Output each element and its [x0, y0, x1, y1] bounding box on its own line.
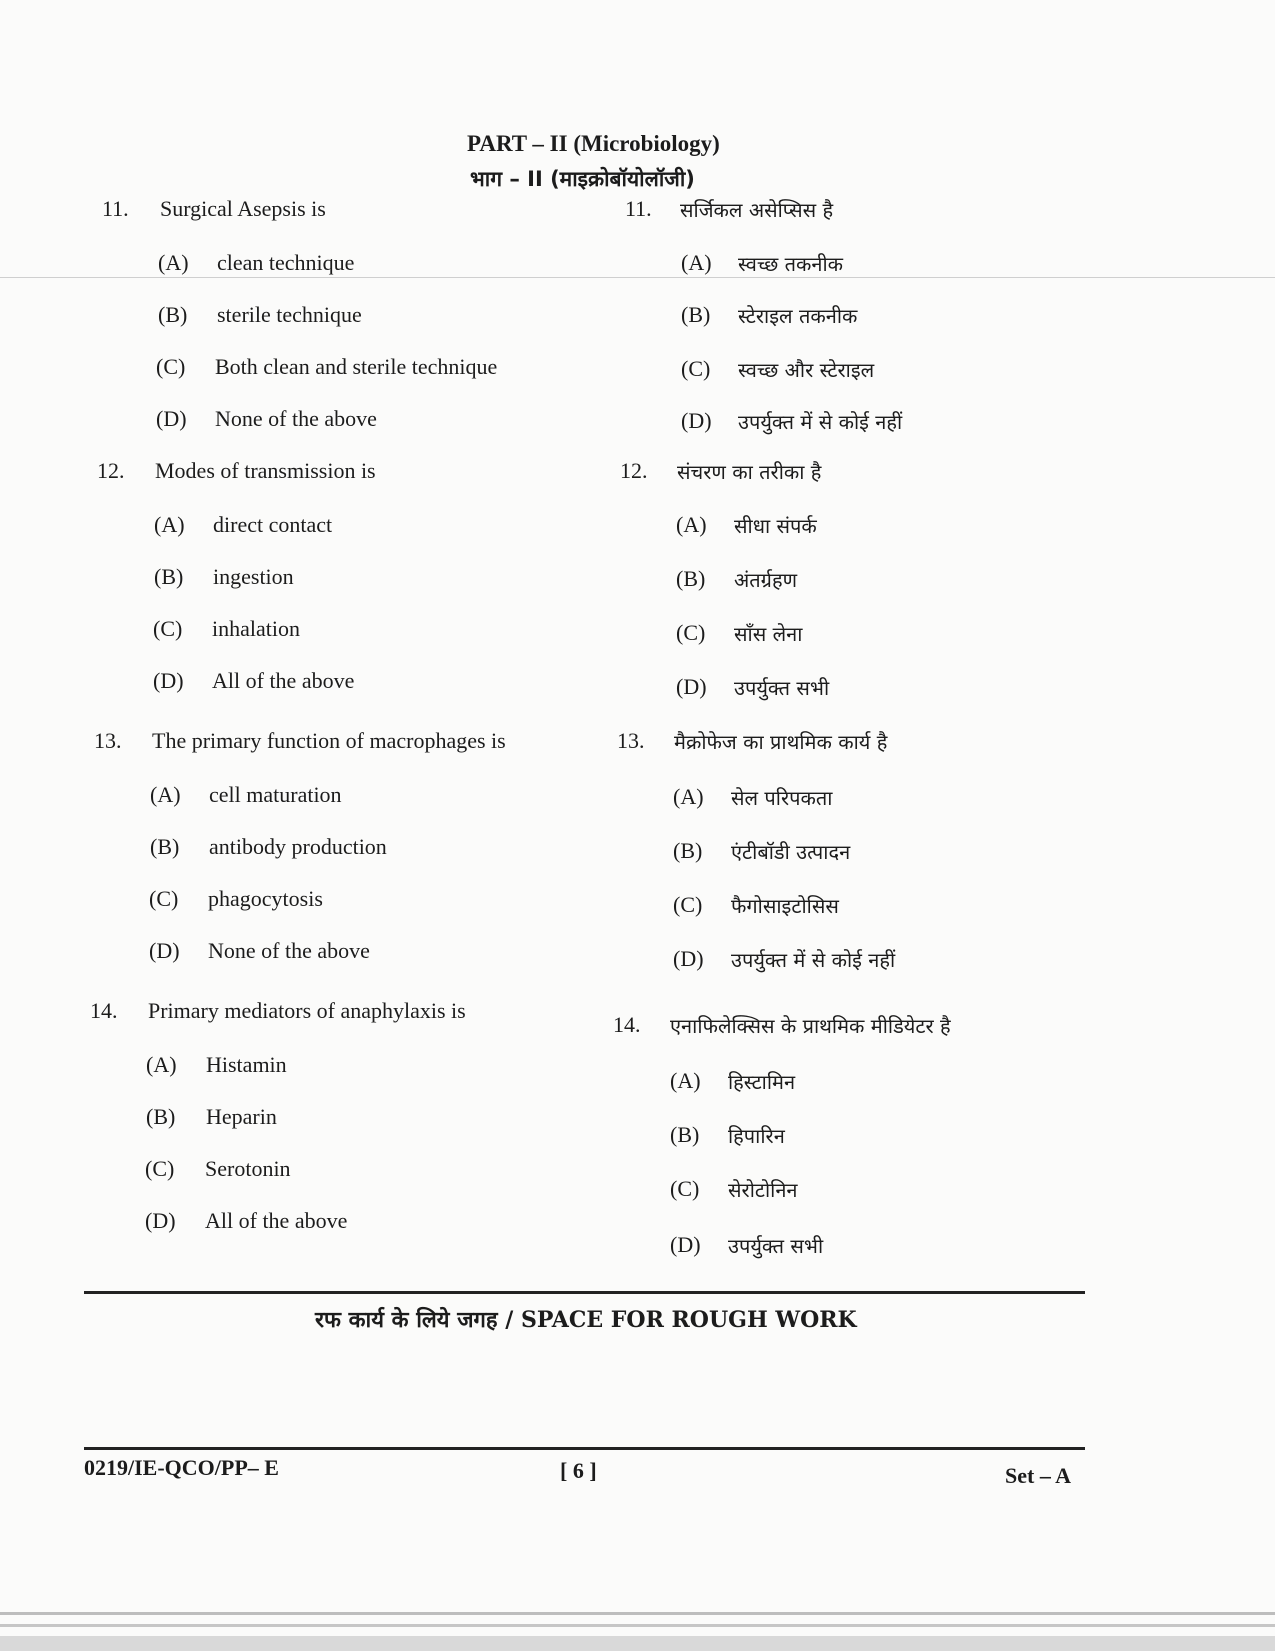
option-label: (B) [150, 834, 180, 859]
question-number: 11. [102, 196, 129, 221]
option-label: (D) [681, 408, 712, 433]
question-number: 13. [94, 728, 122, 753]
option-text-en: clean technique [217, 250, 355, 275]
option-label: (C) [153, 616, 183, 641]
scan-line [0, 277, 1275, 278]
option-label: (A) [673, 784, 704, 809]
paper-code: 0219/IE-QCO/PP– E [84, 1455, 279, 1480]
option-label: (A) [676, 512, 707, 537]
scan-edge [0, 1612, 1275, 1615]
option-label: (D) [149, 938, 180, 963]
scan-edge [0, 1636, 1275, 1651]
question-text-en: The primary function of macrophages is [152, 728, 506, 753]
page-number: [ 6 ] [560, 1458, 597, 1483]
option-label: (C) [673, 892, 703, 917]
option-label: (D) [153, 668, 184, 693]
option-label: (C) [670, 1176, 700, 1201]
question-text-en: Surgical Asepsis is [160, 196, 326, 221]
option-label: (D) [145, 1208, 176, 1233]
option-text-en: All of the above [212, 668, 355, 693]
option-text-en: Serotonin [205, 1156, 291, 1181]
option-label: (B) [676, 566, 706, 591]
option-label: (A) [158, 250, 189, 275]
option-text-hi: फैगोसाइटोसिस [731, 894, 839, 918]
option-text-hi: हिपारिन [728, 1124, 785, 1148]
option-text-hi: उपर्युक्त में से कोई नहीं [731, 948, 896, 972]
option-text-hi: हिस्टामिन [728, 1070, 796, 1094]
option-text-hi: उपर्युक्त सभी [734, 676, 830, 700]
part-title-hi: भाग – II (माइक्रोबॉयोलॉजी) [470, 167, 695, 191]
option-label: (C) [145, 1156, 175, 1181]
option-label: (A) [681, 250, 712, 275]
option-text-en: None of the above [215, 406, 377, 431]
option-label: (D) [670, 1232, 701, 1257]
option-text-en: Both clean and sterile technique [215, 354, 498, 379]
option-label: (B) [670, 1122, 700, 1147]
question-number: 14. [613, 1012, 641, 1037]
option-label: (C) [149, 886, 179, 911]
option-label: (B) [154, 564, 184, 589]
option-label: (D) [156, 406, 187, 431]
question-number: 12. [620, 458, 648, 483]
option-text-hi: स्वच्छ और स्टेराइल [738, 358, 875, 382]
question-text-hi: मैक्रोफेज का प्राथमिक कार्य है [674, 730, 888, 754]
part-title-en: PART – II (Microbiology) [467, 131, 720, 156]
option-text-en: All of the above [205, 1208, 348, 1233]
question-number: 14. [90, 998, 118, 1023]
question-number: 12. [97, 458, 125, 483]
option-label: (C) [676, 620, 706, 645]
option-text-hi: उपर्युक्त में से कोई नहीं [738, 410, 903, 434]
option-label: (D) [676, 674, 707, 699]
rough-work-label: रफ कार्य के लिये जगह / SPACE FOR ROUGH WORK [315, 1307, 857, 1333]
option-text-hi: उपर्युक्त सभी [728, 1234, 824, 1258]
option-text-hi: सीधा संपर्क [734, 514, 817, 538]
question-text-hi: सर्जिकल असेप्सिस है [680, 198, 834, 222]
set-label: Set – A [1005, 1463, 1071, 1488]
option-label: (B) [158, 302, 188, 327]
option-text-en: cell maturation [209, 782, 342, 807]
option-text-hi: स्वच्छ तकनीक [738, 252, 844, 276]
option-label: (A) [150, 782, 181, 807]
option-text-hi: साँस लेना [734, 622, 803, 646]
question-number: 11. [625, 196, 652, 221]
option-text-en: sterile technique [217, 302, 362, 327]
option-label: (D) [673, 946, 704, 971]
option-text-hi: सेरोटोनिन [728, 1178, 798, 1202]
question-text-en: Primary mediators of anaphylaxis is [148, 998, 466, 1023]
option-label: (C) [156, 354, 186, 379]
scan-edge [0, 1624, 1275, 1627]
option-text-hi: एंटीबॉडी उत्पादन [731, 840, 851, 864]
option-label: (A) [146, 1052, 177, 1077]
divider-rule [84, 1291, 1085, 1294]
option-label: (A) [154, 512, 185, 537]
option-text-en: ingestion [213, 564, 294, 589]
option-label: (B) [146, 1104, 176, 1129]
option-text-en: direct contact [213, 512, 333, 537]
option-label: (B) [681, 302, 711, 327]
question-number: 13. [617, 728, 645, 753]
option-text-hi: स्टेराइल तकनीक [738, 304, 858, 328]
option-text-hi: अंतर्ग्रहण [734, 568, 798, 592]
question-text-en: Modes of transmission is [155, 458, 376, 483]
option-text-en: antibody production [209, 834, 387, 859]
footer-rule [84, 1447, 1085, 1450]
option-label: (C) [681, 356, 711, 381]
option-text-en: phagocytosis [208, 886, 323, 911]
option-label: (A) [670, 1068, 701, 1093]
option-label: (B) [673, 838, 703, 863]
option-text-en: inhalation [212, 616, 300, 641]
option-text-en: None of the above [208, 938, 370, 963]
option-text-hi: सेल परिपकता [731, 786, 833, 810]
question-text-hi: एनाफिलेक्सिस के प्राथमिक मीडियेटर है [670, 1014, 951, 1038]
option-text-en: Heparin [206, 1104, 277, 1129]
option-text-en: Histamin [206, 1052, 287, 1077]
question-text-hi: संचरण का तरीका है [677, 460, 822, 484]
